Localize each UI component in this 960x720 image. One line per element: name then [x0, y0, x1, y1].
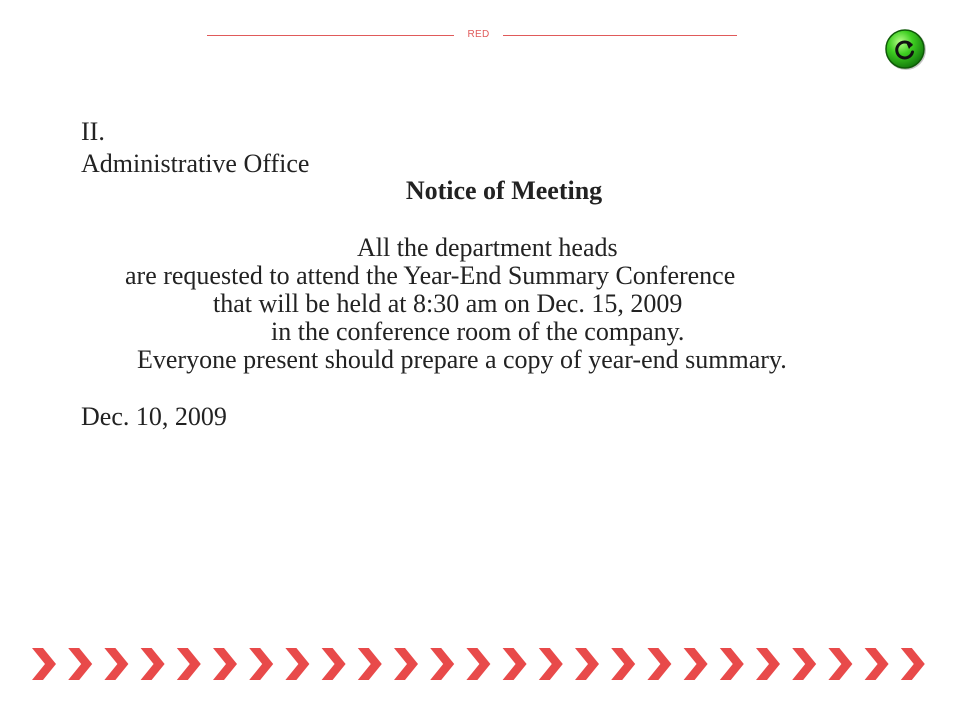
- chevron-right-icon: [720, 648, 744, 680]
- chevron-right-icon: [466, 648, 490, 680]
- chevron-right-icon: [141, 648, 165, 680]
- chevron-right-icon: [865, 648, 889, 680]
- office-name: Administrative Office: [81, 149, 310, 178]
- chevron-right-icon: [792, 648, 816, 680]
- chevron-right-icon: [756, 648, 780, 680]
- header-divider-right: [503, 35, 737, 36]
- chevron-right-icon: [394, 648, 418, 680]
- chevron-right-icon: [177, 648, 201, 680]
- body-line-5: Everyone present should prepare a copy of year-end summary.: [137, 345, 787, 374]
- notice-date: Dec. 10, 2009: [81, 402, 227, 431]
- chevron-right-icon: [322, 648, 346, 680]
- chevron-right-icon: [213, 648, 237, 680]
- chevron-right-icon: [104, 648, 128, 680]
- chevron-right-icon: [285, 648, 309, 680]
- chevron-right-icon: [430, 648, 454, 680]
- chevron-right-icon: [539, 648, 563, 680]
- chevron-right-icon: [503, 648, 527, 680]
- body-line-2: are requested to attend the Year-End Summary Conference: [125, 261, 736, 290]
- header-divider-left: [207, 35, 454, 36]
- chevron-right-icon: [828, 648, 852, 680]
- chevron-right-icon: [611, 648, 635, 680]
- chevron-right-icon: [68, 648, 92, 680]
- footer-chevron-strip: [32, 646, 934, 682]
- body-line-1: All the department heads: [357, 233, 618, 262]
- notice-title: Notice of Meeting: [405, 176, 603, 205]
- chevron-right-icon: [249, 648, 273, 680]
- refresh-icon: [884, 28, 928, 72]
- chevron-right-icon: [358, 648, 382, 680]
- refresh-button[interactable]: [884, 28, 928, 72]
- header-label: RED: [467, 29, 490, 40]
- chevron-right-icon: [32, 648, 56, 680]
- chevron-right-icon: [647, 648, 671, 680]
- section-number: II.: [81, 117, 105, 146]
- chevron-right-icon: [575, 648, 599, 680]
- chevron-right-icon: [901, 648, 925, 680]
- body-line-4: in the conference room of the company.: [271, 317, 685, 346]
- body-line-3: that will be held at 8:30 am on Dec. 15, 2009: [213, 289, 683, 318]
- chevron-right-icon: [684, 648, 708, 680]
